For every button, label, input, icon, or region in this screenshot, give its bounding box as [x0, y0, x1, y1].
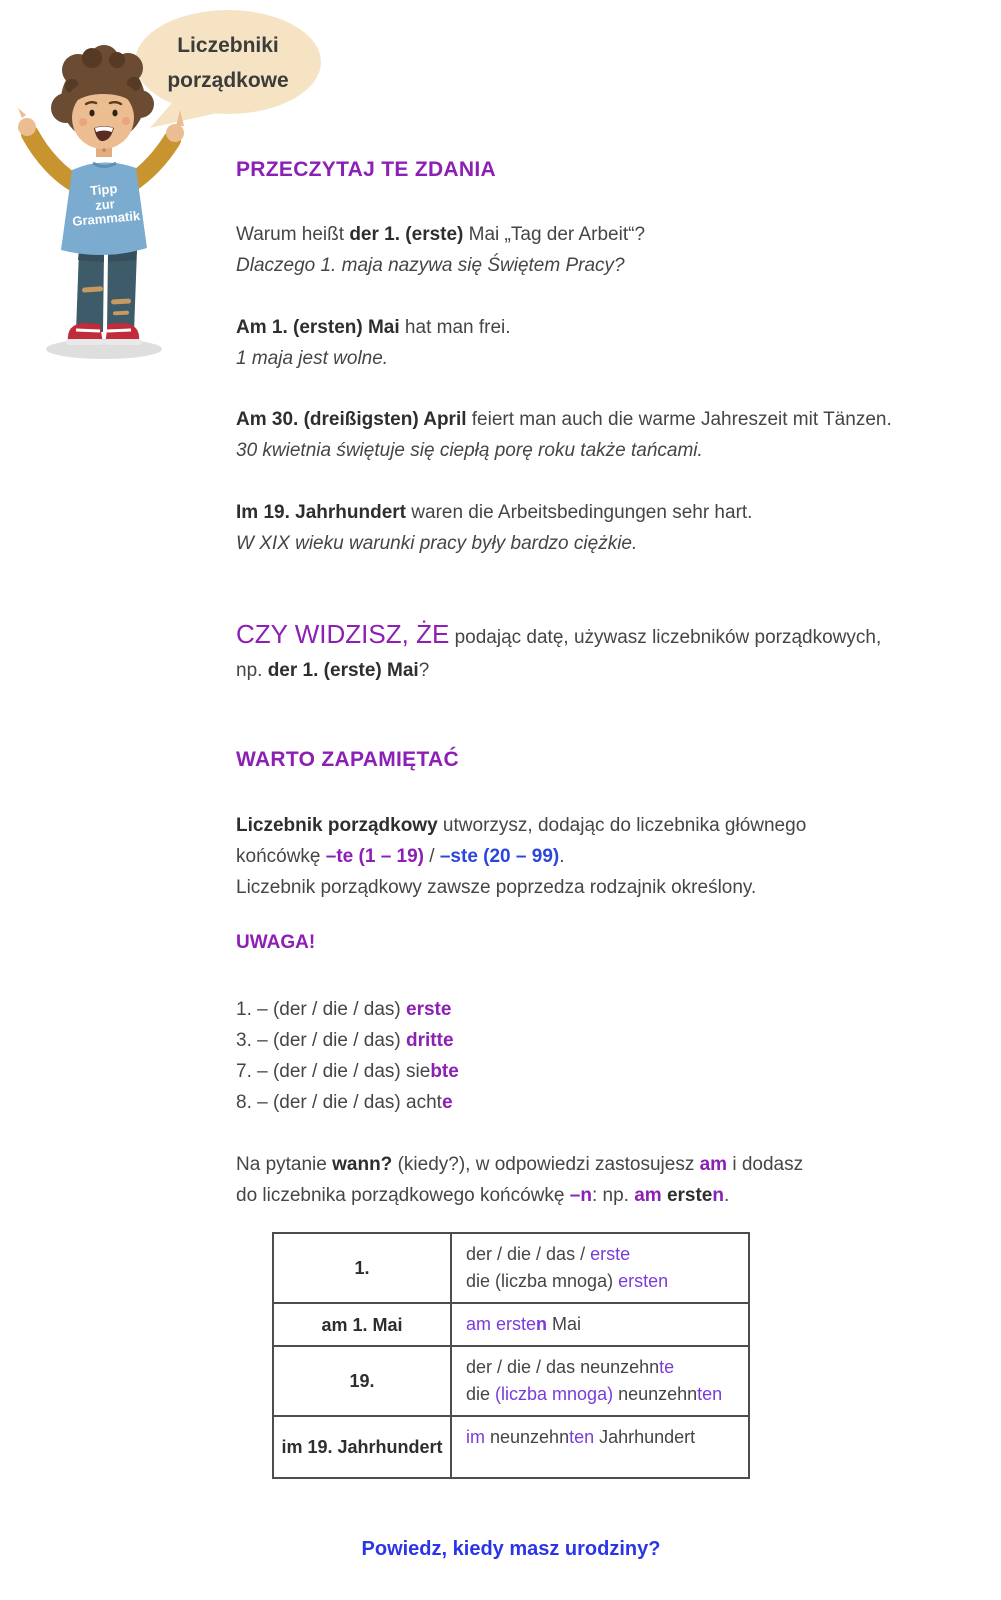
- notice-line1: CZY WIDZISZ, ŻE podając datę, używasz liczebników porządkowych,: [236, 619, 882, 649]
- t-shirt-text: [53, 179, 156, 231]
- t-shirt-line2: zur: [94, 195, 116, 213]
- exception-item: 3. – (der / die / das) dritte: [236, 1030, 454, 1051]
- sentence-pair-3: [236, 404, 892, 466]
- table-row-label: 1.: [273, 1233, 451, 1303]
- rule-paragraph: [236, 810, 806, 903]
- notice-line2: np. der 1. (erste) Mai?: [236, 660, 430, 681]
- sentence-pl: Dlaczego 1. maja nazywa się Świętem Pracy?: [236, 255, 625, 276]
- rule-line2: końcówkę –te (1 – 19) / –ste (20 – 99).: [236, 846, 565, 867]
- table-row-label: im 19. Jahrhundert: [273, 1416, 451, 1478]
- table-value-line: die (liczba mnoga) ersten: [466, 1271, 669, 1291]
- table-row-label: am 1. Mai: [273, 1303, 451, 1346]
- wann-paragraph: [236, 1149, 803, 1211]
- table-row-value: [451, 1303, 749, 1346]
- footer-prompt: Powiedz, kiedy masz urodziny?: [361, 1538, 661, 1560]
- table-row-value: [451, 1346, 749, 1416]
- table-value-line: am ersten Mai: [466, 1314, 582, 1334]
- notice-block: [236, 617, 881, 686]
- sentence-de: Warum heißt der 1. (erste) Mai „Tag der Arbeit“?: [236, 224, 646, 245]
- table-row: [273, 1346, 749, 1416]
- t-shirt-line1: Tipp: [89, 180, 118, 199]
- exceptions-list: [236, 994, 459, 1118]
- sentence-de: Am 1. (ersten) Mai hat man frei.: [236, 317, 511, 338]
- sentence-pair-4: [236, 497, 752, 559]
- table-row-value: [451, 1233, 749, 1303]
- exception-item: 8. – (der / die / das) achte: [236, 1092, 453, 1113]
- sentence-de: Am 30. (dreißigsten) April feiert man auch die warme Jahreszeit mit Tänzen.: [236, 409, 892, 430]
- sentence-pl: 1 maja jest wolne.: [236, 348, 389, 369]
- t-shirt-line3: Grammatik: [71, 208, 141, 229]
- table-row-label: 19.: [273, 1346, 451, 1416]
- uwaga-label: UWAGA!: [236, 932, 316, 953]
- wann-line1: Na pytanie wann? (kiedy?), w odpowiedzi zastosujesz am i dodasz: [236, 1154, 804, 1175]
- sentence-pair-2: [236, 312, 511, 374]
- table-value-line: der / die / das neunzehnte: [466, 1357, 675, 1377]
- speech-bubble-line1: Liczebniki: [177, 34, 279, 57]
- table-value-line: die (liczba mnoga) neunzehnten: [466, 1384, 723, 1404]
- table-row: [273, 1233, 749, 1303]
- exception-item: 1. – (der / die / das) erste: [236, 999, 452, 1020]
- rule-line1: Liczebnik porządkowy utworzysz, dodając do liczebnika głównego: [236, 815, 807, 836]
- sentence-de: Im 19. Jahrhundert waren die Arbeitsbedingungen sehr hart.: [236, 502, 753, 523]
- table-row-value: [451, 1416, 749, 1478]
- table-value-line: der / die / das / erste: [466, 1244, 631, 1264]
- jeans: [76, 250, 137, 332]
- sentence-pl: W XIX wieku warunki pracy były bardzo ciężkie.: [236, 533, 638, 554]
- heading-warto: WARTO ZAPAMIĘTAĆ: [236, 748, 459, 771]
- sentence-pair-1: [236, 219, 645, 281]
- table-value-line: im neunzehnten Jahrhundert: [466, 1427, 696, 1447]
- wann-line2: do liczebnika porządkowego końcówkę –n: np. am ersten.: [236, 1185, 730, 1206]
- ordinal-examples-table: [272, 1232, 750, 1479]
- exception-item: 7. – (der / die / das) siebte: [236, 1061, 459, 1082]
- heading-przeczytaj: PRZECZYTAJ TE ZDANIA: [236, 158, 496, 181]
- sentence-pl: 30 kwietnia świętuje się ciepłą porę roku także tańcami.: [236, 440, 703, 461]
- table-row: [273, 1303, 749, 1346]
- table-row: [273, 1416, 749, 1478]
- speech-bubble: [133, 28, 323, 98]
- speech-bubble-line2: porządkowe: [167, 69, 289, 92]
- rule-line3: Liczebnik porządkowy zawsze poprzedza rodzajnik określony.: [236, 877, 757, 898]
